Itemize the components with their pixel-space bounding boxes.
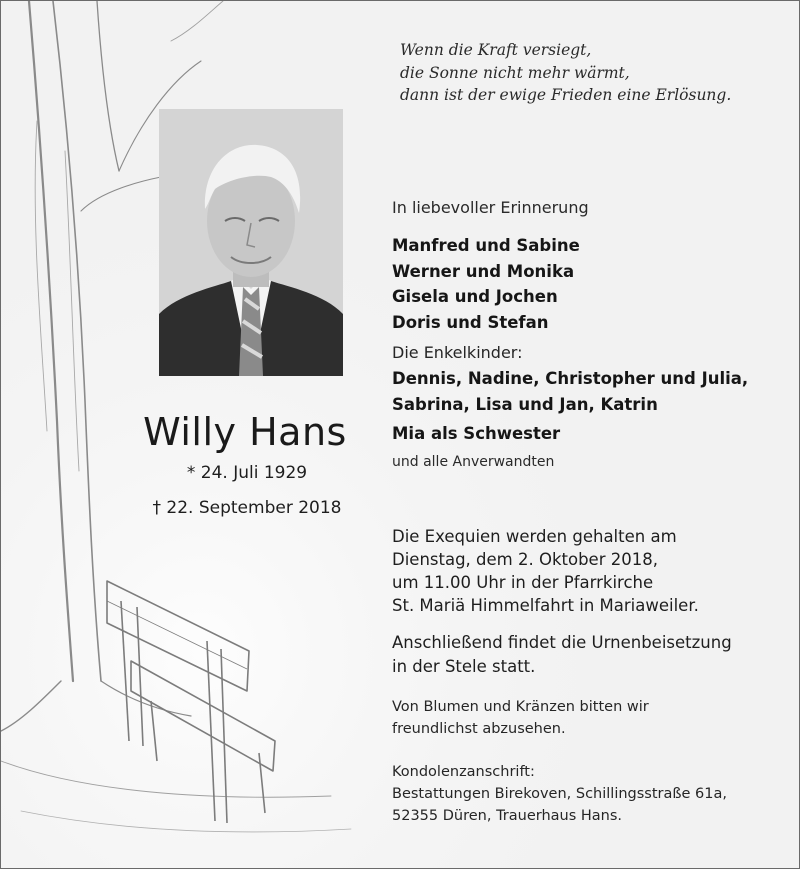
quote-line: Wenn die Kraft versiegt, [400, 41, 592, 59]
flowers-line: Von Blumen und Kränzen bitten wir [392, 699, 649, 715]
family-name: Werner und Monika [392, 261, 575, 281]
grandchildren-label: Die Enkelkinder: [392, 343, 523, 362]
funeral-service-details [392, 525, 792, 617]
service-line: St. Mariä Himmelfahrt in Mariaweiler. [392, 596, 699, 615]
flowers-line: freundlichst abzusehen. [392, 721, 566, 737]
quote-line: dann ist der ewige Frieden eine Erlösung. [400, 86, 732, 104]
service-line: Die Exequien werden gehalten am [392, 527, 677, 546]
memory-intro: In liebevoller Erinnerung [392, 198, 589, 217]
death-date: † 22. September 2018 [152, 498, 342, 518]
condolence-address [392, 761, 792, 827]
memorial-quote [400, 39, 790, 107]
family-name: Manfred und Sabine [392, 236, 580, 255]
grandchildren-line: Dennis, Nadine, Christopher und Julia, [392, 369, 749, 388]
family-list [392, 233, 792, 335]
portrait-image [159, 109, 343, 376]
portrait-photo [159, 109, 343, 376]
urn-burial-details [392, 631, 792, 678]
service-line: um 11.00 Uhr in der Pfarrkirche [392, 573, 654, 592]
family-name: Gisela und Jochen [392, 287, 558, 306]
condolence-line: 52355 Düren, Trauerhaus Hans. [392, 808, 623, 824]
deceased-name: Willy Hans [143, 410, 347, 454]
family-name: Doris und Stefan [392, 312, 549, 332]
flowers-note [392, 696, 792, 740]
condolence-line: Bestattungen Birekoven, Schillingsstraße 61a, [392, 786, 727, 802]
service-line: Dienstag, dem 2. Oktober 2018, [392, 550, 658, 569]
birth-date: * 24. Juli 1929 [186, 463, 308, 483]
grandchildren-line: Sabrina, Lisa und Jan, Katrin [392, 395, 658, 414]
sister-line: Mia als Schwester [392, 424, 561, 443]
quote-line: die Sonne nicht mehr wärmt, [400, 63, 630, 82]
urn-line: in der Stele statt. [392, 656, 536, 676]
urn-line: Anschließend findet die Urnenbeisetzung [392, 633, 732, 652]
relatives-line: und alle Anverwandten [392, 454, 555, 470]
grandchildren-list [392, 366, 792, 418]
condolence-label: Kondolenzanschrift: [392, 764, 535, 780]
